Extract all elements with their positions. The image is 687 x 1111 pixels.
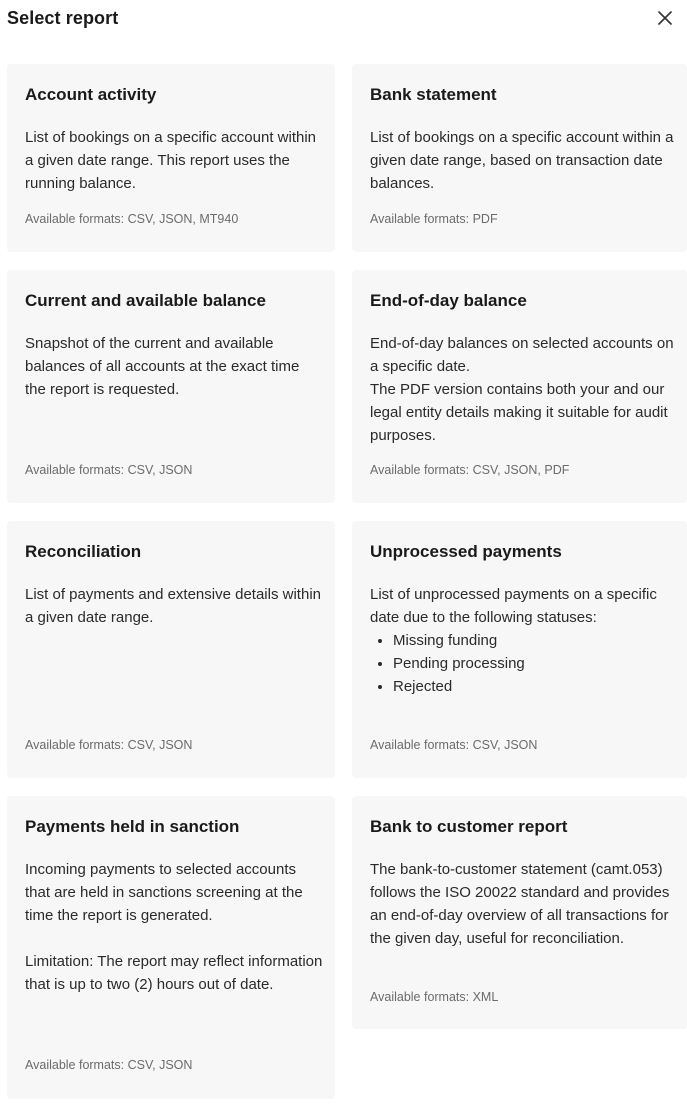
dialog-header xyxy=(7,6,675,32)
report-card-formats: Available formats: CSV, JSON xyxy=(25,463,193,477)
description-paragraph: List of payments and extensive details within a given date range. xyxy=(25,586,321,626)
report-card-formats: Available formats: CSV, JSON, MT940 xyxy=(25,212,239,226)
description-paragraph: The bank-to-customer statement (camt.053) follows the ISO 20022 standard and provides an end-of-day overview of all transactions for the given day, useful for reconciliation. xyxy=(370,861,670,947)
description-paragraph: The PDF version contains both your and our legal entity details making it suitable for audit purposes. xyxy=(370,381,668,444)
report-card-title: Bank statement xyxy=(370,85,497,104)
report-card-description xyxy=(25,583,323,629)
description-paragraph: List of bookings on a specific account within a given date range. This report uses the running balance. xyxy=(25,129,316,192)
report-card-title: Account activity xyxy=(25,85,157,104)
close-button[interactable] xyxy=(655,8,675,28)
report-card-payments-held-in-sanction[interactable] xyxy=(7,796,335,1099)
report-card-description xyxy=(370,332,675,447)
report-card-description xyxy=(25,332,323,401)
report-card-description xyxy=(25,126,323,195)
report-card-formats: Available formats: CSV, JSON xyxy=(25,738,193,752)
description-paragraph: Incoming payments to selected accounts that are held in sanctions screening at the time the report is generated. xyxy=(25,861,303,924)
report-card-formats: Available formats: XML xyxy=(370,990,499,1004)
description-paragraph: Snapshot of the current and available balances of all accounts at the exact time the report is requested. xyxy=(25,335,300,398)
report-card-description xyxy=(25,858,323,996)
report-card-current-and-available-balance[interactable] xyxy=(7,270,335,503)
report-card-title: End-of-day balance xyxy=(370,291,527,310)
dialog-title: Select report xyxy=(7,8,119,28)
report-card-description xyxy=(370,583,675,698)
report-card-bank-statement[interactable] xyxy=(352,64,687,252)
report-card-bank-to-customer-report[interactable] xyxy=(352,796,687,1029)
status-list-item: • Rejected xyxy=(393,675,675,698)
report-card-title: Reconciliation xyxy=(25,542,142,561)
report-card-title: Bank to customer report xyxy=(370,817,568,836)
report-card-reconciliation[interactable] xyxy=(7,521,335,778)
report-card-end-of-day-balance[interactable] xyxy=(352,270,687,503)
report-card-formats: Available formats: CSV, JSON xyxy=(25,1058,193,1072)
report-card-account-activity[interactable] xyxy=(7,64,335,252)
report-card-formats: Available formats: CSV, JSON, PDF xyxy=(370,463,570,477)
description-paragraph: Limitation: The report may reflect information that is up to two (2) hours out of date. xyxy=(25,953,323,993)
description-paragraph: List of bookings on a specific account within a given date range, based on transaction date balances. xyxy=(370,129,674,192)
close-icon xyxy=(658,11,672,25)
status-list-item: • Missing funding xyxy=(393,629,675,652)
report-card-description xyxy=(370,858,675,950)
report-card-title: Unprocessed payments xyxy=(370,542,562,561)
description-paragraph: List of unprocessed payments on a specific date due to the following statuses: xyxy=(370,586,657,626)
report-card-formats: Available formats: PDF xyxy=(370,212,498,226)
report-card-formats: Available formats: CSV, JSON xyxy=(370,738,538,752)
description-paragraph: End-of-day balances on selected accounts on a specific date. xyxy=(370,335,674,375)
status-list-item: • Pending processing xyxy=(393,652,675,675)
status-list xyxy=(370,629,675,698)
report-card-title: Current and available balance xyxy=(25,291,266,310)
report-card-description xyxy=(370,126,675,195)
report-card-title: Payments held in sanction xyxy=(25,817,240,836)
report-card-unprocessed-payments[interactable] xyxy=(352,521,687,778)
